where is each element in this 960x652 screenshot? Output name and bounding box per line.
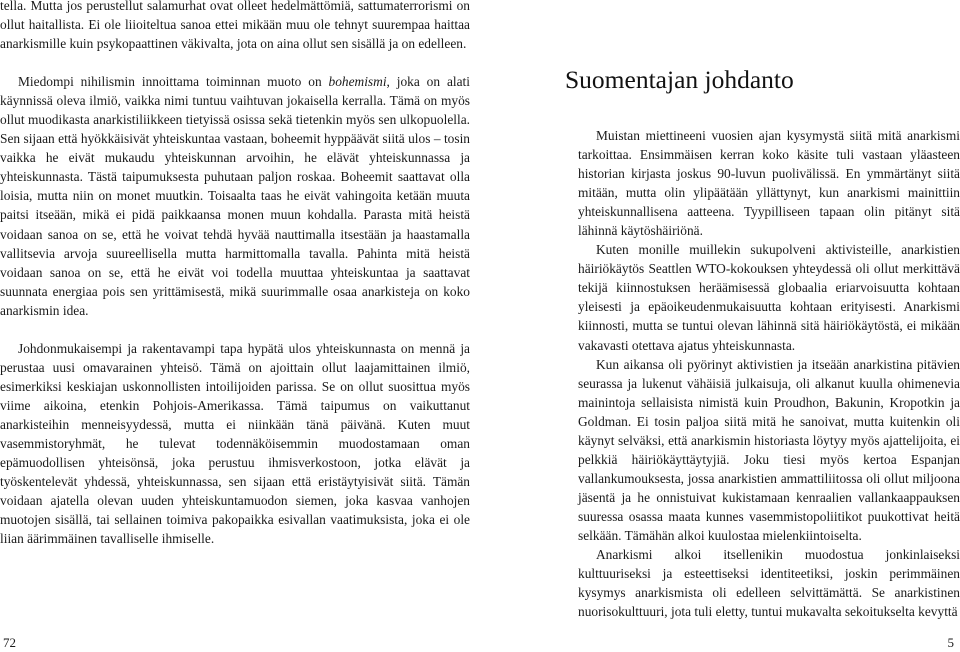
- chapter-heading: Suomentajan johdanto: [565, 65, 794, 94]
- right-page: [560, 0, 960, 652]
- page-number-right: 5: [947, 635, 954, 650]
- left-paragraph-3: Johdonmukaisempi ja rakentavampi tapa hypätä ulos yhteiskunnasta on mennä ja perustaa uusi omavarainen yhteisö. Tämä on ajoittain ollut laajamittainen ilmiö, esimerkiksi keskiajan uskonnollisten intoilijoiden parissa. Se on ollut suosittua myös viime aikoina, etenkin Pohjois-Amerikassa. Tämä taipumus on vaikuttanut anarkisteihin menneisyydessä, mutta ei niinkään tänä päivänä. Kuten muut vasemmistoryhmät, he tulevat todennäköisemmin muodostamaan oman epämuodollisen yhteisönsä, joka perustuu ihmisverkostoon, jotka elävät ja työskentelevät yhdessä, yhteiskunnassa, sen sijaan että eristäytyisivät siitä. Tämän voidaan ajatella olevan uuden yhteiskuntamuodon siemen, joka kasvaa vanhojen muotojen sisällä, tai sellainen toimiva pakopaikka esivallan vaatimuksista, joka ei ole liian äärimmäinen tavalliselle ihmiselle.: [0, 340, 470, 547]
- left-page-text: [0, 0, 470, 548]
- right-paragraph-3: Kun aikansa oli pyörinyt aktivistien ja itseään anarkistina pitävien seurassa ja lukenut vähäisiä julkaisuja, oli alkanut kuulla ohimenevia mainintoja sellaisista nimistä kuin Proudhon, Bakunin, Kropotkin ja Goldman. Ei tosin paljoa siitä mitä he sanoivat, mutta kuitenkin oli käynyt selväksi, että anarkismin historiasta löytyy myös ajattelijoita, ei pelkkiä häiriökäyttäytyjiä. Joku tiesi myös kertoa Espanjan vallankumouksesta, jossa anarkistien ammattiliitossa oli ollut miljoona jäsentä ja he onnistuivat kukistamaan kenraalien vallankaappauksen suuressa osassa maata kunnes vasemmistopoliitikot puukottivat heitä selkään. Tämähän alkoi kuulostaa mielenkiintoiselta.: [578, 356, 960, 543]
- left-paragraph-2-start: Miedompi nihilismin innoittama toiminnan muoto on: [18, 74, 329, 90]
- left-paragraph-2: [0, 72, 470, 320]
- right-paragraph-1: Muistan miettineeni vuosien ajan kysymystä siitä mitä anarkismi tarkoittaa. Ensimmäisen kerran koko käsite tuli vastaan yläasteen historian kirjasta joskus 90-luvun puolivälissä. En ymmärtänyt siitä mitään, mutta olin ylipäätään yllättynyt, kun anarkismi mainittiin yhteiskunnallisena aatteena. Tyypilliseen tapaan olin pitänyt sitä lähinnä käytöshäiriönä.: [578, 128, 960, 239]
- left-paragraph-2-italic: bohemismi: [328, 74, 387, 90]
- left-paragraph-1: tella. Mutta jos perustellut salamurhat ovat olleet hedelmättömiä, sattumaterrorismi on ollut haitallista. Ei ole liioiteltua sanoa ettei mikään muu ole tehnyt suurempaa haittaa anarkismille kuin psykopaattinen väkivalta, jota on aina ollut sen sisällä ja on edelleen.: [0, 0, 470, 52]
- left-paragraph-2-rest: , joka on alati käynnissä oleva ilmiö, vaikka nimi tuntuu vaihtuvan jokaisella kerralla. Tämä on myös ollut muodikasta anarkistiliikkeen tietyissä osissa sekä tietenkin myös sen ulkopuolella. Sen sijaan että hyökkäisivät yhteiskuntaa vastaan, boheemit hyppäävät siitä ulos – tosin vaikka he eivät mukaudu yhteiskunnan arvoihin, he elävät yhteiskunnassa ja yhteiskunnasta. Tästä taipumuksesta puhutaan paljon roskaa. Boheemit saattavat olla loisia, mutta niin on monet muutkin. Toisaalta taas he eivät vahingoita ketään muuta paitsi itseään, mikä ei pidä paikkaansa monen muun kohdalla. Parasta mitä heistä voidaan sanoa on se, että he voivat tehdä hyvää nauttimalla itsestään ja haastamalla vallitsevia arvoja suureellisella mutta harmittomalla tavalla. Pahinta mitä heistä voidaan sanoa on se, että he eivät voi todella muuttaa yhteiskuntaa ja saattavat suunnata energiaa pois sen yrittämisestä, mikä suurimmalle osaa anarkisteja on koko anarkismin idea.: [0, 74, 470, 318]
- page-number-left: 72: [3, 635, 16, 650]
- right-page-text: [578, 126, 960, 621]
- right-paragraph-4: Anarkismi alkoi itsellenikin muodostua jonkinlaiseksi kulttuuriseksi ja esteettiseksi identiteetiksi, joskin perimmäinen kysymys anarkismista oli edelleen selvittämättä. Se anarkistinen nuorisokulttuuri, jota tuli eletty, tuntui mukavalta sekoitukselta kevyttä: [578, 547, 960, 620]
- right-paragraph-2: Kuten monille muillekin sukupolveni aktivisteille, anarkistien häiriökäytös Seattlen WTO-kokouksen yhteydessä oli ollut merkittävä tekijä kiinnostuksen heräämisessä globaalia eriarvoisuutta kohtaan yleisesti ja epäoikeudenmukaisuutta kohtaan erityisesti. Anarkismi kiinnosti, mutta se tuntui olevan lähinnä sitä häiriökäytöstä, ei mikään vakavasti otettava ajatus yhteiskunnasta.: [578, 242, 960, 353]
- left-page: [0, 0, 470, 652]
